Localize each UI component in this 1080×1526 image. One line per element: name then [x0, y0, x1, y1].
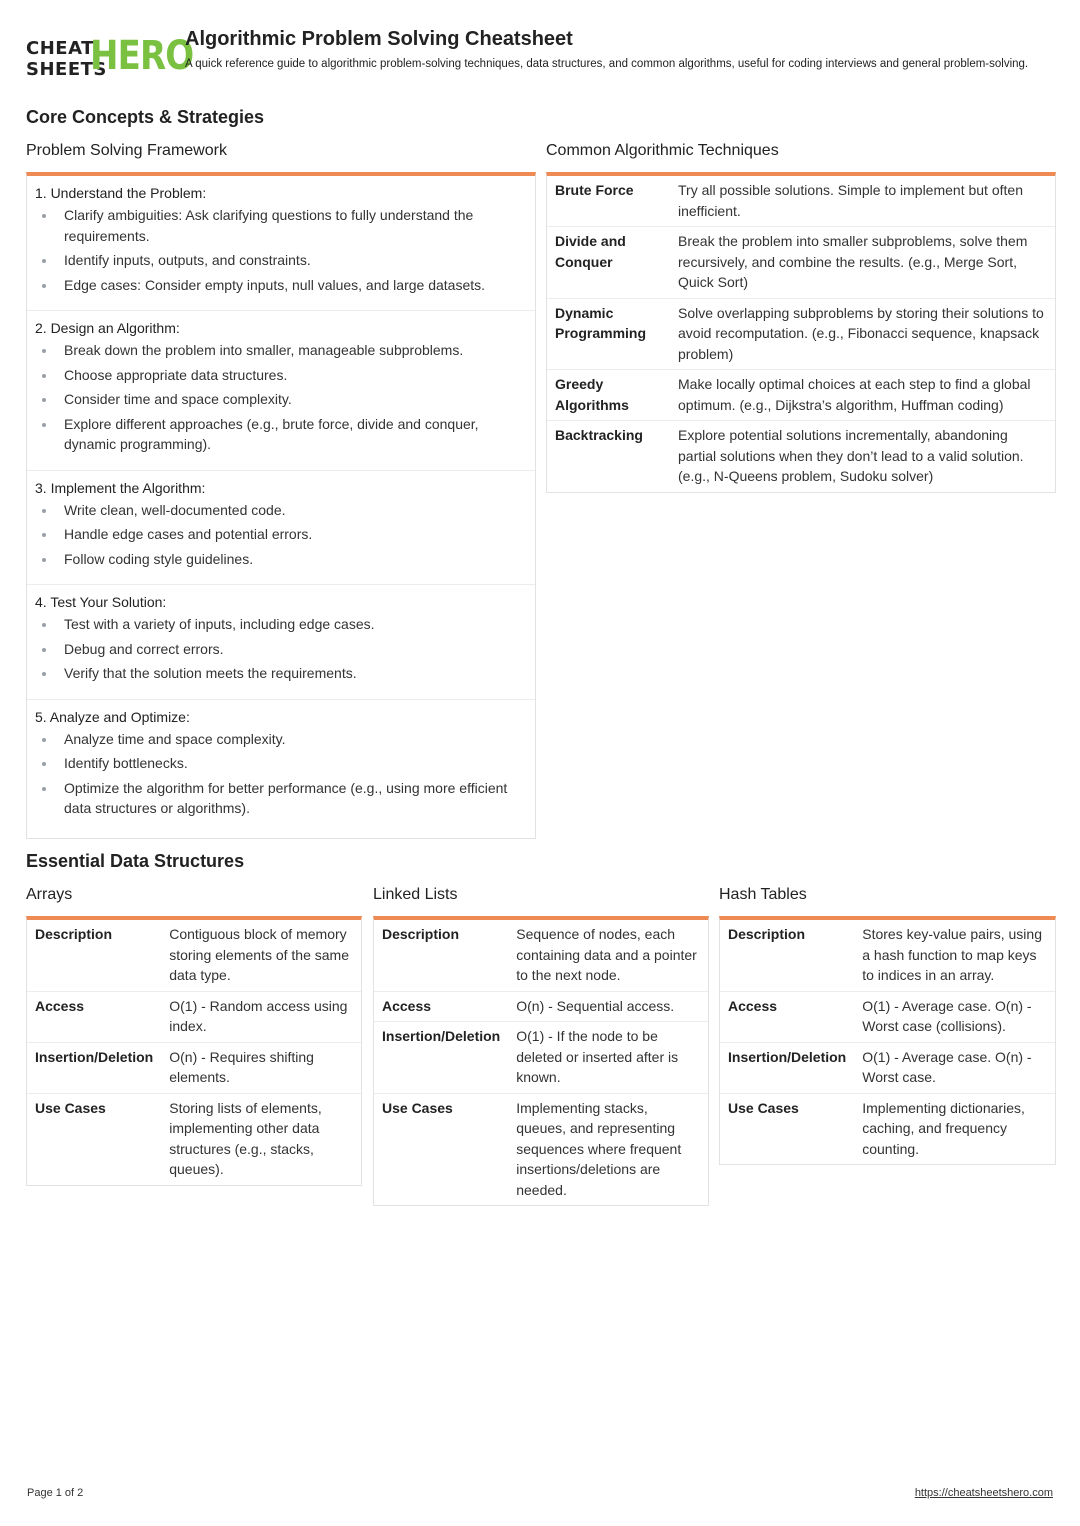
list-item — [35, 753, 527, 774]
property-value: Implementing stacks, queues, and representing sequences where frequent insertions/deletions are needed. — [516, 1099, 682, 1198]
bullet-icon — [42, 284, 46, 288]
bullet-icon — [42, 259, 46, 263]
list-item — [35, 414, 527, 455]
table-row — [720, 920, 1055, 991]
framework-step-heading: 2. Design an Algorithm: — [35, 320, 180, 336]
bullet-icon — [42, 762, 46, 766]
table-row — [547, 370, 1055, 421]
table-row — [27, 1093, 361, 1185]
table-row — [374, 1093, 708, 1205]
framework-step — [27, 311, 535, 471]
list-item-text: Analyze time and space complexity. — [64, 730, 286, 747]
framework-step — [27, 471, 535, 586]
technique-description: Break the problem into smaller subproblems, solve them recursively, and combine the results. (e.g., Merge Sort, Quick Sort) — [670, 227, 1055, 299]
hash-tables-card — [719, 916, 1056, 1165]
technique-description: Solve overlapping subproblems by storing their solutions to avoid recomputation. (e.g., Fibonacci sequence, knapsack problem) — [670, 298, 1055, 370]
table-row — [720, 1042, 1055, 1093]
property-value: O(1) - Random access using index. — [161, 991, 361, 1042]
property-name: Insertion/Deletion — [27, 1042, 161, 1093]
property-value: O(1) - If the node to be deleted or inserted after is known. — [508, 1022, 708, 1094]
technique-name: Greedy Algorithms — [547, 370, 670, 421]
technique-name: Brute Force — [547, 176, 670, 227]
bullet-icon — [42, 648, 46, 652]
property-value: Implementing dictionaries, caching, and frequency counting. — [862, 1099, 1025, 1157]
list-item — [35, 729, 527, 750]
table-row — [547, 176, 1055, 227]
arrays-title: Arrays — [26, 886, 73, 903]
technique-description: Explore potential solutions incrementally, abandoning partial solutions when they don’t lead to a valid solution. (e.g., N-Queens problem, Sudoku solver) — [678, 427, 1024, 484]
framework-step-list — [35, 614, 527, 684]
table-row — [547, 298, 1055, 370]
table-row — [720, 1093, 1055, 1164]
property-name: Use Cases — [35, 1099, 106, 1116]
property-value: O(n) - Sequential access. — [508, 991, 708, 1022]
bullet-icon — [42, 214, 46, 218]
bullet-icon — [42, 349, 46, 353]
list-item-text: Verify that the solution meets the requirements. — [64, 665, 357, 681]
table-row — [547, 421, 1055, 492]
technique-name: Backtracking — [555, 427, 643, 443]
list-item — [35, 250, 527, 271]
technique-description: Make locally optimal choices at each step to find a global optimum. (e.g., Dijkstra’s algorithm, Huffman coding) — [670, 370, 1055, 421]
list-item-text: Explore different approaches (e.g., brute force, divide and conquer, dynamic programming). — [64, 415, 479, 452]
list-item-text: Consider time and space complexity. — [64, 391, 292, 407]
list-item — [35, 614, 527, 635]
table-row — [27, 991, 361, 1042]
framework-step-heading: 3. Implement the Algorithm: — [35, 479, 206, 496]
property-name: Use Cases — [382, 1099, 453, 1116]
bullet-icon — [42, 672, 46, 676]
page-header — [26, 28, 1056, 88]
property-value: O(1) - Average case. O(n) - Worst case. — [854, 1042, 1055, 1093]
list-item — [35, 549, 527, 570]
section-title-core: Core Concepts & Strategies — [26, 107, 265, 127]
list-item-text: Identify bottlenecks. — [64, 755, 188, 771]
property-name: Description — [27, 920, 161, 991]
list-item-text: Break down the problem into smaller, manageable subproblems. — [64, 342, 464, 358]
framework-step-heading: 1. Understand the Problem: — [35, 185, 207, 201]
framework-step — [27, 176, 535, 311]
property-name: Insertion/Deletion — [374, 1022, 508, 1094]
bullet-icon — [42, 738, 46, 742]
framework-step-heading: 5. Analyze and Optimize: — [35, 708, 190, 725]
list-item — [35, 389, 527, 410]
cheatsheetshero-logo[interactable] — [26, 33, 194, 80]
linked-lists-table — [374, 920, 708, 1205]
table-row — [374, 920, 708, 991]
technique-description: Try all possible solutions. Simple to implement but often inefficient. — [670, 176, 1055, 227]
table-row — [374, 1022, 708, 1094]
logo-hero-text: HERO — [90, 33, 194, 79]
framework-step — [27, 700, 535, 834]
property-value: O(n) - Requires shifting elements. — [161, 1042, 361, 1093]
property-name: Access — [374, 991, 508, 1022]
framework-step — [27, 585, 535, 700]
framework-step-heading: 4. Test Your Solution: — [35, 594, 167, 610]
list-item — [35, 340, 527, 361]
list-item — [35, 524, 527, 545]
bullet-icon — [42, 558, 46, 562]
list-item — [35, 778, 527, 819]
section-title-data-structures: Essential Data Structures — [26, 851, 245, 871]
table-row — [27, 1042, 361, 1093]
techniques-card — [546, 172, 1056, 493]
table-row — [374, 991, 708, 1022]
framework-step-list — [35, 729, 527, 819]
bullet-icon — [42, 787, 46, 791]
page-subtitle: A quick reference guide to algorithmic problem-solving techniques, data structures, and common algorithms, useful for coding interviews and general problem-solving. — [185, 58, 1029, 70]
property-value: Contiguous block of memory storing elements of the same data type. — [161, 920, 361, 991]
linked-lists-card — [373, 916, 709, 1206]
logo-line-cheat: CHEAT — [26, 38, 94, 59]
framework-step-list — [35, 205, 527, 295]
technique-name: Dynamic Programming — [547, 298, 670, 370]
list-item-text: Handle edge cases and potential errors. — [64, 526, 313, 542]
list-item-text: Write clean, well-documented code. — [64, 501, 286, 518]
bullet-icon — [42, 374, 46, 378]
property-value: Sequence of nodes, each containing data and a pointer to the next node. — [508, 920, 708, 991]
list-item — [35, 365, 527, 386]
hash-tables-table — [720, 920, 1055, 1164]
property-value: Storing lists of elements, implementing other data structures (e.g., stacks, queues). — [169, 1099, 322, 1177]
list-item-text: Clarify ambiguities: Ask clarifying questions to fully understand the requirements. — [64, 207, 474, 244]
bullet-icon — [42, 533, 46, 537]
property-name: Description — [720, 920, 854, 991]
property-name: Access — [27, 991, 161, 1042]
property-value: Stores key-value pairs, using a hash function to map keys to indices in an array. — [854, 920, 1055, 991]
list-item — [35, 639, 527, 660]
list-item-text: Debug and correct errors. — [64, 640, 224, 657]
list-item — [35, 663, 527, 684]
site-link[interactable]: https://cheatsheetshero.com — [914, 1487, 1053, 1499]
list-item-text: Edge cases: Consider empty inputs, null values, and large datasets. — [64, 276, 486, 293]
list-item-text: Choose appropriate data structures. — [64, 366, 288, 383]
table-row — [27, 920, 361, 991]
page-title: Algorithmic Problem Solving Cheatsheet — [185, 28, 573, 50]
hash-tables-title: Hash Tables — [719, 886, 807, 903]
page-number: Page 1 of 2 — [27, 1487, 84, 1499]
framework-title: Problem Solving Framework — [26, 142, 227, 159]
property-name: Description — [374, 920, 508, 991]
linked-lists-title: Linked Lists — [373, 886, 458, 903]
arrays-card — [26, 916, 362, 1186]
table-row — [720, 991, 1055, 1042]
list-item — [35, 275, 527, 296]
list-item-text: Identify inputs, outputs, and constraints. — [64, 252, 311, 268]
framework-step-list — [35, 340, 527, 455]
bullet-icon — [42, 423, 46, 427]
bullet-icon — [42, 398, 46, 402]
techniques-title: Common Algorithmic Techniques — [546, 142, 779, 159]
property-name: Use Cases — [728, 1099, 799, 1116]
property-name: Access — [720, 991, 854, 1042]
logo-line-sheets: SHEETS — [26, 59, 107, 80]
framework-card — [26, 172, 536, 839]
list-item — [35, 205, 527, 246]
table-row — [547, 227, 1055, 299]
list-item-text: Optimize the algorithm for better performance (e.g., using more efficient data structures or algorithms). — [64, 779, 508, 816]
arrays-table — [27, 920, 361, 1185]
technique-name: Divide and Conquer — [547, 227, 670, 299]
property-value: O(1) - Average case. O(n) - Worst case (collisions). — [854, 991, 1055, 1042]
framework-step-list — [35, 500, 527, 570]
property-name: Insertion/Deletion — [720, 1042, 854, 1093]
bullet-icon — [42, 509, 46, 513]
list-item-text: Follow coding style guidelines. — [64, 550, 254, 567]
bullet-icon — [42, 623, 46, 627]
techniques-table — [547, 176, 1055, 492]
list-item-text: Test with a variety of inputs, including edge cases. — [64, 616, 375, 632]
list-item — [35, 500, 527, 521]
